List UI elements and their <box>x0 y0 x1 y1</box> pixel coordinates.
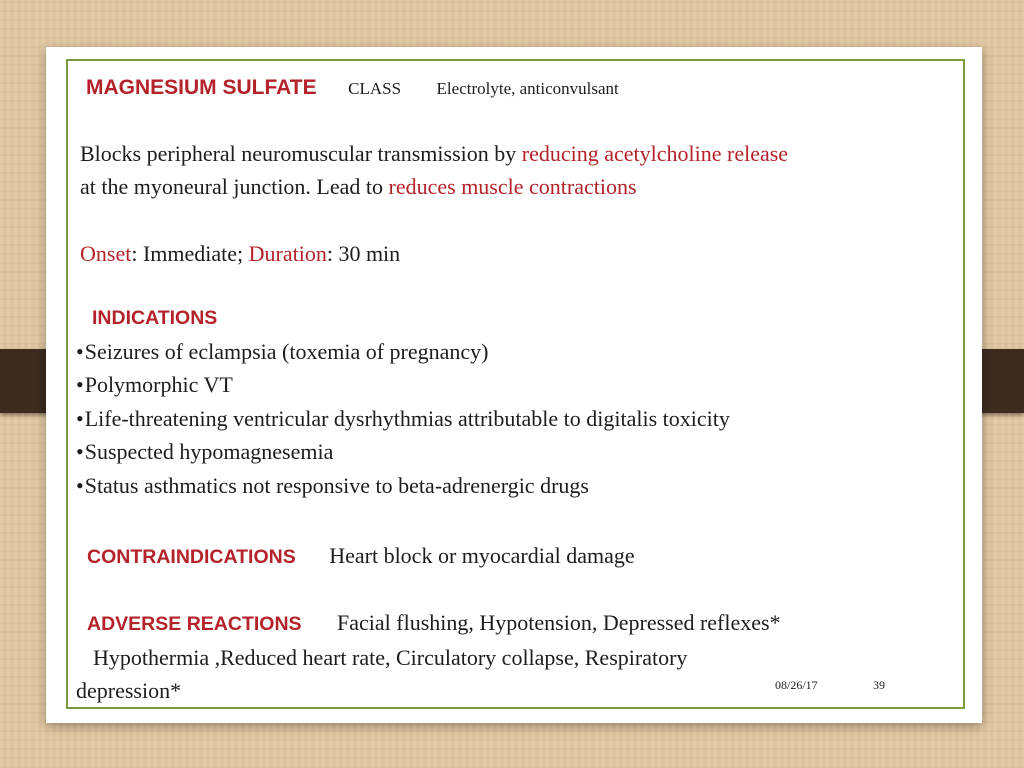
indication-item <box>76 405 730 433</box>
indications-title: INDICATIONS <box>92 307 218 329</box>
mechanism-highlight-2: reduces muscle contractions <box>388 174 637 199</box>
mechanism-text-2: at the myoneural junction. Lead to <box>80 174 389 199</box>
drug-title: MAGNESIUM SULFATE <box>86 76 317 99</box>
adverse-row <box>87 609 781 638</box>
indication-item <box>76 371 233 399</box>
indication-text: Status asthmatics not responsive to beta-adrenergic drugs <box>84 473 589 498</box>
duration-label: Duration <box>248 241 327 266</box>
adverse-title: ADVERSE REACTIONS <box>87 613 302 635</box>
bullet-icon: • <box>76 339 84 364</box>
duration-value: : 30 min <box>326 241 401 266</box>
mechanism-text-1: Blocks peripheral neuromuscular transmission by <box>80 141 522 166</box>
indication-text: Suspected hypomagnesemia <box>84 439 334 464</box>
indication-text: Life-threatening ventricular dysrhythmias attributable to digitalis toxicity <box>84 406 730 431</box>
indication-text: Seizures of eclampsia (toxemia of pregnancy) <box>84 339 489 364</box>
timing-line <box>80 240 400 268</box>
class-value: Electrolyte, anticonvulsant <box>436 79 619 98</box>
onset-label: Onset <box>80 241 132 266</box>
mechanism-line-2 <box>80 173 637 201</box>
bullet-icon: • <box>76 406 84 431</box>
indication-text: Polymorphic VT <box>84 372 233 397</box>
class-label: CLASS <box>348 79 402 98</box>
slide-card <box>46 47 982 723</box>
mechanism-highlight-1: reducing acetylcholine release <box>521 141 789 166</box>
slide-number: 39 <box>873 678 885 692</box>
indication-item <box>76 438 333 466</box>
onset-value: : Immediate; <box>131 241 249 266</box>
bullet-icon: • <box>76 473 84 498</box>
title-row <box>86 73 619 103</box>
bullet-icon: • <box>76 372 84 397</box>
indication-item <box>76 338 488 366</box>
contraindications-row <box>87 542 635 571</box>
adverse-line-1: Facial flushing, Hypotension, Depressed reflexes* <box>337 610 781 635</box>
adverse-line-3: depression* <box>76 678 182 703</box>
mechanism-line-1 <box>80 140 788 168</box>
contraindications-text: Heart block or myocardial damage <box>329 543 635 568</box>
adverse-line-2: Hypothermia ,Reduced heart rate, Circulatory collapse, Respiratory <box>93 645 688 670</box>
indication-item <box>76 472 589 500</box>
indications-heading <box>92 303 217 332</box>
bullet-icon: • <box>76 439 84 464</box>
slide-date: 08/26/17 <box>775 678 818 692</box>
contraindications-title: CONTRAINDICATIONS <box>87 546 296 568</box>
